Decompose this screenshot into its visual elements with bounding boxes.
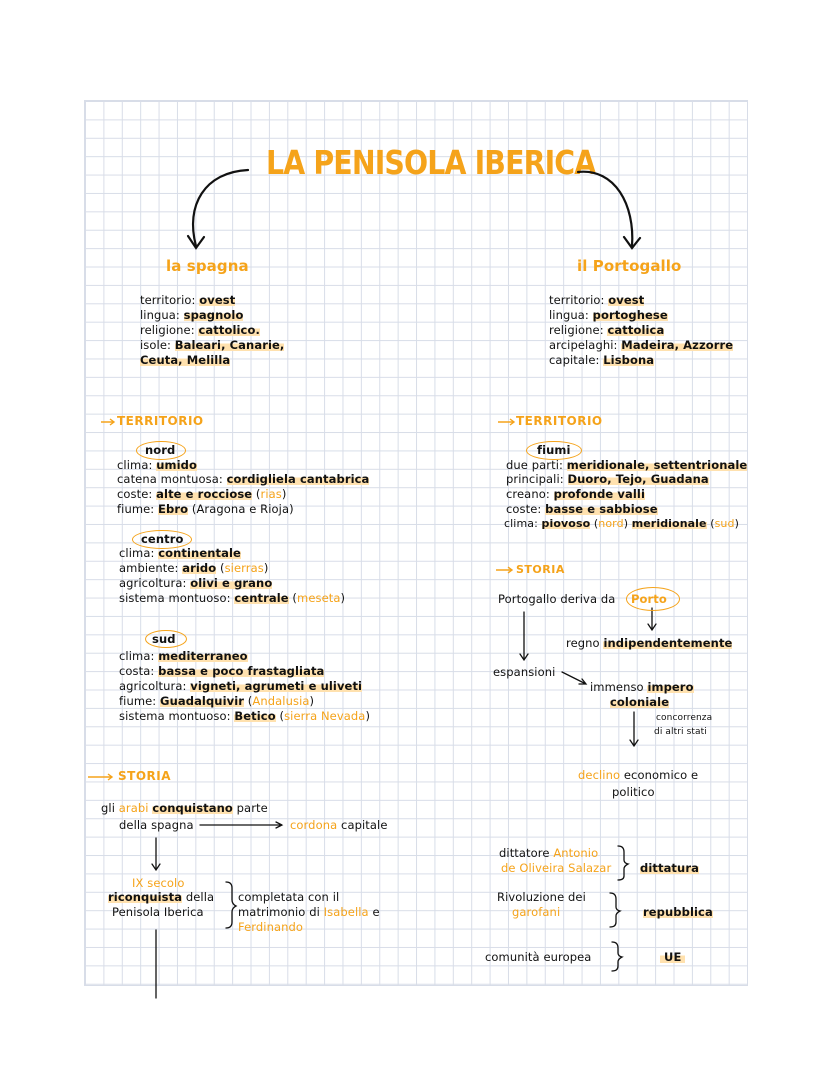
arrow-title-left	[193, 170, 248, 246]
portugal-storia-label: STORIA	[516, 563, 565, 576]
pt-concorrenza: concorrenza	[656, 713, 713, 723]
completata-2: matrimonio di Isabella e	[238, 905, 380, 919]
portugal-summary-line: arcipelaghi: Madeira, Azzorre	[549, 338, 734, 352]
page-title: LA PENISOLA IBERICA	[266, 143, 596, 182]
arrow-deriva-espansioni	[520, 612, 528, 660]
pt-comunita: comunità europea	[485, 950, 592, 964]
portugal-summary-line: religione: cattolica	[549, 323, 665, 337]
portugal-territorio-label: TERRITORIO	[516, 414, 603, 428]
riconquista: riconquista della	[108, 890, 215, 904]
nord-catena: catena montuosa: cordigliela cantabrica	[117, 472, 370, 486]
sud-label: sud	[152, 632, 176, 646]
spain-summary-line: isole: Baleari, Canarie,	[140, 338, 285, 352]
portugal-summary-line: lingua: portoghese	[549, 308, 668, 322]
centro-ambiente: ambiente: arido (sierras)	[119, 561, 269, 575]
sud-clima: clima: mediterraneo	[119, 649, 248, 663]
pt-coste: coste: basse e sabbiose	[506, 502, 658, 516]
arrow-impero-declino	[630, 712, 638, 746]
nord-label: nord	[145, 443, 176, 457]
arrow-spagna-down	[152, 838, 160, 870]
storia-es-line2: della spagna	[119, 818, 194, 832]
fiumi-label: fiumi	[537, 443, 571, 457]
pt-dittatore-2: de Oliveira Salazar	[501, 861, 612, 875]
pt-declino: declino economico e	[578, 768, 699, 782]
centro-sistema: sistema montuoso: centrale (meseta)	[119, 591, 346, 605]
pt-clima: clima: piovoso (nord) meridionale (sud)	[504, 517, 739, 530]
arrow-spagna-cordona	[200, 822, 282, 828]
sud-costa: costa: bassa e poco frastagliata	[119, 664, 325, 678]
pt-creano: creano: profonde valli	[506, 487, 645, 501]
sud-fiume: fiume: Guadalquivir (Andalusia)	[119, 694, 315, 708]
penisola-iberica: Penisola Iberica	[112, 905, 204, 919]
portugal-summary-line: territorio: ovest	[549, 293, 645, 307]
arrow-territorio-es	[101, 419, 114, 425]
nord-clima: clima: umido	[117, 458, 197, 472]
spain-storia-label: STORIA	[118, 769, 172, 783]
sud-sistema: sistema montuoso: Betico (sierra Nevada)	[119, 709, 371, 723]
centro-label: centro	[141, 532, 184, 546]
pt-deriva: Portogallo deriva da	[498, 592, 616, 606]
arrow-espansioni-impero	[562, 672, 586, 684]
brace-garofani	[610, 893, 620, 927]
brace-comunita	[612, 942, 622, 971]
brace-spagna	[226, 882, 236, 928]
portugal-heading: il Portogallo	[577, 257, 682, 275]
pt-espansioni: espansioni	[493, 665, 556, 679]
sud-agricoltura: agricoltura: vigneti, agrumeti e uliveti	[119, 679, 363, 693]
spain-territorio-label: TERRITORIO	[117, 414, 204, 428]
spain-summary-line: territorio: ovest	[140, 293, 236, 307]
completata-1: completata con il	[238, 890, 340, 904]
spain-heading: la spagna	[166, 257, 249, 275]
arrow-storia-pt	[496, 567, 512, 573]
pt-ue: UE	[660, 950, 685, 965]
pt-porto: Porto	[631, 592, 667, 606]
pt-repubblica: repubblica	[643, 905, 713, 919]
pt-altri-stati: di altri stati	[654, 727, 707, 737]
spain-summary-line: Ceuta, Melilla	[140, 353, 231, 367]
pt-garofani: garofani	[512, 905, 561, 919]
pt-dittatore-1: dittatore Antonio	[499, 846, 599, 860]
pt-coloniale: coloniale	[610, 695, 670, 709]
nord-coste: coste: alte e rocciose (rias)	[117, 487, 287, 501]
arrow-territorio-pt	[498, 419, 514, 425]
centro-clima: clima: continentale	[119, 546, 241, 560]
storia-es-line1: gli arabi conquistano parte	[101, 801, 268, 815]
pt-rivoluzione: Rivoluzione dei	[497, 890, 586, 904]
pt-principali: principali: Duoro, Tejo, Guadana	[506, 472, 709, 486]
spain-summary-line: lingua: spagnolo	[140, 308, 244, 322]
pt-politico: politico	[612, 785, 655, 799]
brace-salazar	[618, 846, 628, 880]
pt-immenso: immenso impero	[590, 680, 694, 694]
pt-due-parti: due parti: meridionale, settentrionale	[506, 458, 748, 472]
arrow-title-right	[578, 172, 632, 246]
spain-summary-line: religione: cattolico.	[140, 323, 260, 337]
arrow-porto-regno	[648, 608, 656, 630]
ferdinando: Ferdinando	[238, 920, 304, 934]
cordona-capitale: cordona capitale	[290, 818, 388, 832]
portugal-summary-line: capitale: Lisbona	[549, 353, 655, 367]
nord-fiume: fiume: Ebro (Aragona e Rioja)	[117, 502, 294, 516]
arrow-storia-es	[88, 774, 112, 780]
pt-regno: regno indipendentemente	[566, 636, 733, 650]
centro-agricoltura: agricoltura: olivi e grano	[119, 576, 273, 590]
pt-dittatura: dittatura	[640, 861, 699, 875]
ix-secolo: IX secolo	[132, 876, 185, 890]
